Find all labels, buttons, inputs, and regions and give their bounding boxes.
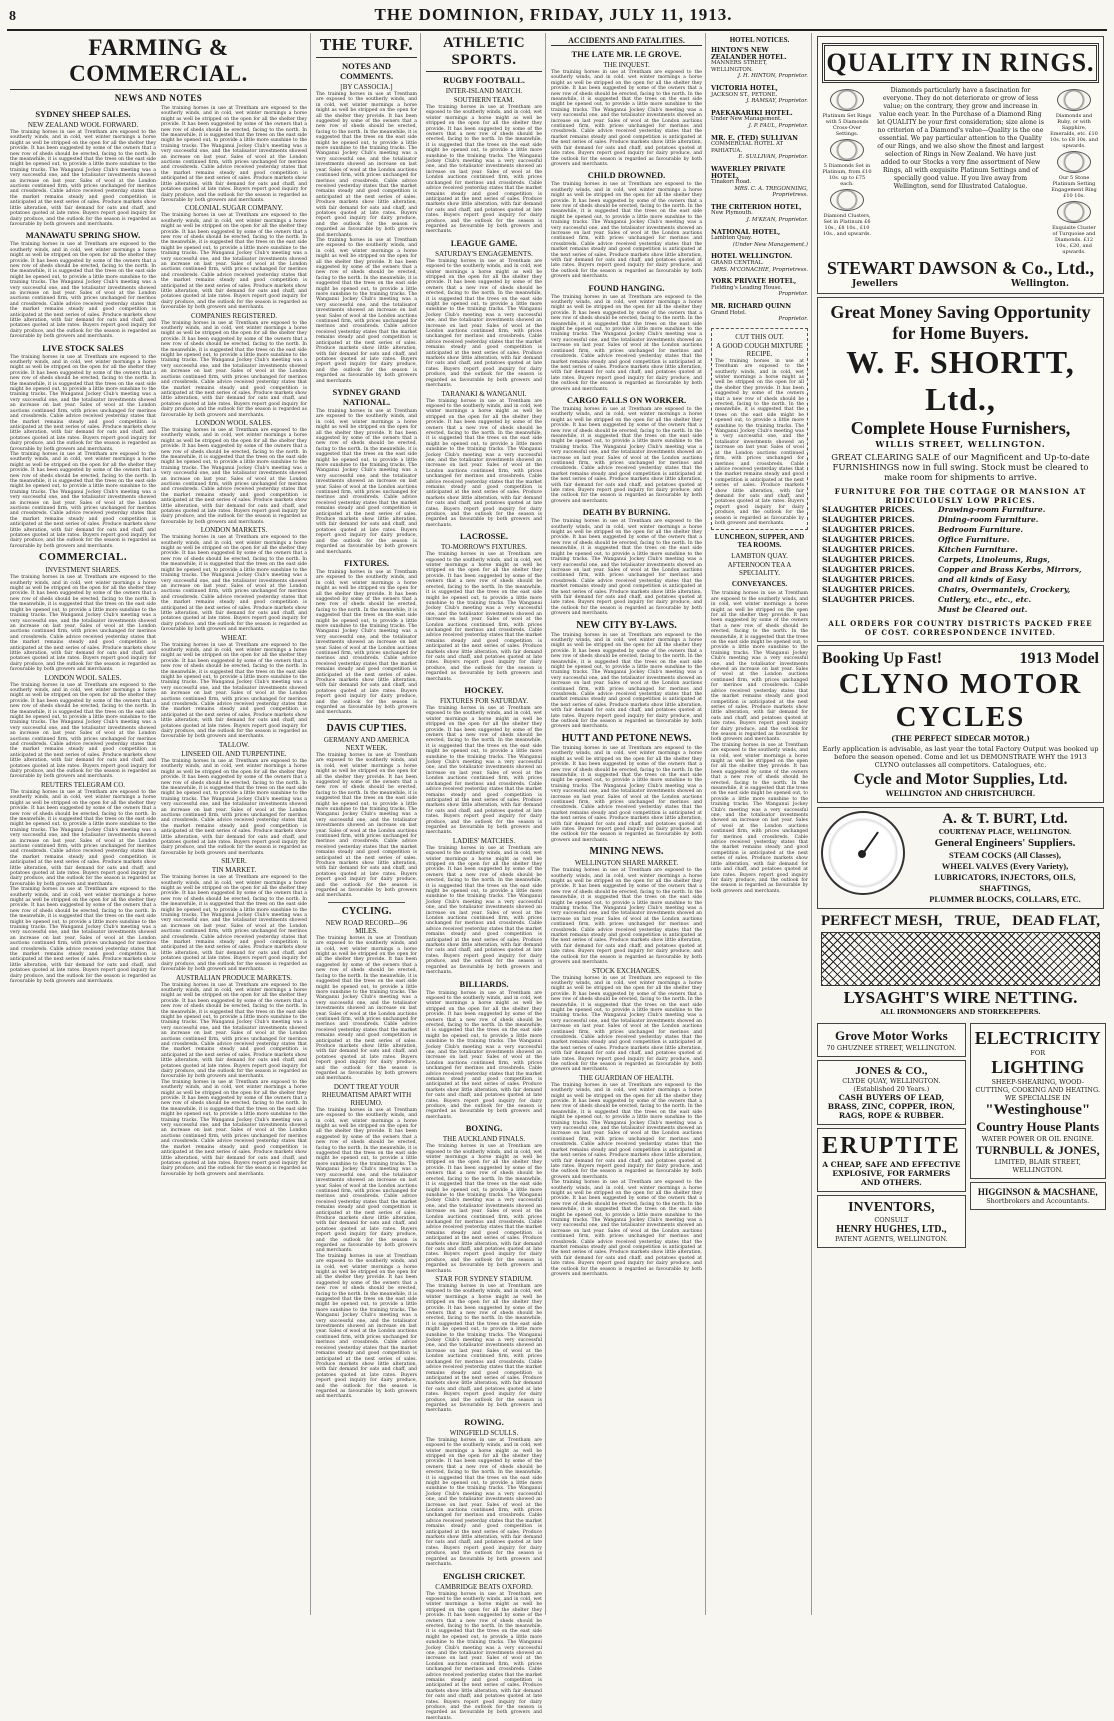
hotel-line: GRAND CENTRAL. bbox=[711, 260, 808, 267]
article-subhead: TARANAKI & WANGANUI. bbox=[426, 390, 542, 398]
article-subhead: TO-MORROW'S FIXTURES. bbox=[426, 543, 542, 551]
article-subhead: NEW ZEALAND WOOL FORWARD. bbox=[10, 121, 156, 129]
hotel-notice bbox=[711, 204, 808, 224]
article-body: The training horses in use at Trentham are exposed to the southerly winds, and in cold, wet winter mornings a horse might as well be stripped on the open for all the shelter they provide. It has been suggested by some of the owners that a new row of sheds should be erected, facing to the north. In the meanwhile, it is suggested that the trees on the east side might be opened out, to provide a little more sunshine to the training tracks. The Wanganui Jockey Club's meeting was a very successful one, and the totalisator investments showed an increase on last year. Sales of wool at the London auctions continued firm, with prices unchanged for merinos and crossbreds. Cable advice received yesterday states that the market remains steady and good competition is anticipated at the next series of sales. Produce markets show little alteration, with fair demand for oats and chaff, and potatoes quoted at late rates. Buyers report good inquiry for dairy produce, and the outlook for the season is regarded as favourable by both growers and merchants. bbox=[316, 570, 417, 716]
clyno-name: CLYNO MOTOR CYCLES bbox=[822, 668, 1099, 734]
article-subhead: GERMANY AND AMERICA NEXT WEEK. bbox=[316, 736, 417, 752]
article-subhead: INVESTMENT SHARES. bbox=[10, 566, 156, 574]
shortt-advertisement bbox=[817, 297, 1104, 642]
ring-caption: 5 Diamonds Set in Platinum, from £10 10s. up to £75 each. bbox=[822, 163, 872, 187]
hotel-line: Lambton Quay. bbox=[711, 235, 808, 242]
shortt-headline: Great Money Saving Opportunity for Home Buyers. bbox=[822, 302, 1099, 344]
article-body: The training horses in use at Trentham are exposed to the southerly winds, and in cold, wet winter mornings a horse might as well be stripped on the open for all the shelter they provide. It has been suggested by some of the owners that a new row of sheds should be erected, facing to the north. In the meanwhile, it is suggested that the trees on the east side might be opened out, to provide a little more sunshine to the training tracks. The Wanganui Jockey Club's meeting was a very successful one, and the totalisator investments showed an increase on last year. Sales of wool at the London auctions continued firm, with prices unchanged for merinos and crossbreds. Cable advice received yesterday states that the market remains steady and good competition is anticipated at the next series of sales. Produce markets show little alteration, with fair demand for oats and chaff, and potatoes quoted at late rates. Buyers report good inquiry for dairy produce, and the outlook for the season is regarded as favourable by both growers and merchants. bbox=[316, 238, 417, 384]
turnbull-jones: TURNBULL & JONES, bbox=[975, 1143, 1101, 1158]
ring-caption: Diamond Clusters, Set in Platinum £6 10s., £8 10s., £10 10s., and upwards. bbox=[822, 213, 872, 237]
stewart-dawson-name: STEWART DAWSON & Co., Ltd., bbox=[822, 258, 1099, 279]
hotel-notice bbox=[711, 229, 808, 249]
jones-body: CASH BUYERS OF LEAD, BRASS, ZINC, COPPER, IRON, RAGS, ROPE & RUBBER. bbox=[822, 1093, 961, 1120]
article-body: The training horses in use at Trentham are exposed to the southerly winds, and in cold, wet winter mornings a horse might as well be stripped on the open for all the shelter they provide. It has been suggested by some of the owners that a new row of sheds should be erected, facing to the north. In the meanwhile, it is suggested that the trees on the east side might be opened out, to provide a little more sunshine to the training tracks. The Wanganui Jockey Club's meeting was a very successful one, and the totalisator investments showed an increase on last year. Sales of wool at the London auctions continued firm, with prices unchanged for merinos and crossbreds. Cable advice received yesterday states that the market remains steady and good competition is anticipated at the next series of sales. Produce markets show little alteration, with fair demand for oats and chaff, and potatoes quoted at late rates. Buyers report good inquiry for dairy produce, and the outlook for the season is regarded as favourable by both growers and merchants. bbox=[10, 130, 156, 227]
hotel-line: JACKSON ST., PETONE. bbox=[711, 92, 808, 99]
slaughter-prices-item: SLAUGHTER PRICES. bbox=[822, 595, 932, 605]
electricity-for: FOR bbox=[975, 1049, 1101, 1057]
burt-product-line: STEAM COCKS (All Classes), bbox=[910, 850, 1100, 861]
article-body: The training horses in use at Trentham are exposed to the southerly winds, and in cold, wet winter mornings a horse might as well be stripped on the open for all the shelter they provide. It has been suggested by some of the owners that a new row of sheds should be erected, facing to the north. In the meanwhile, it is suggested that the trees on the east side might be opened out, to provide a little more sunshine to the training tracks. The Wanganui Jockey Club's meeting was a very successful one, and the totalisator investments showed an increase on last year. Sales of wool at the London auctions continued firm, with prices unchanged for merinos and crossbreds. Cable advice received yesterday states that the market remains steady and good competition is anticipated at the next series of sales. Produce markets show little alteration, with fair demand for oats and chaff, and potatoes quoted at late rates. Buyers report good inquiry for dairy produce, and the outlook for the season is regarded as favourable by both growers and merchants. bbox=[161, 213, 307, 310]
hotel-line: Grand Hotel. bbox=[711, 310, 808, 317]
furniture-item: Dining-room Furniture. bbox=[938, 515, 1099, 525]
article-head: BOXING. bbox=[426, 1123, 542, 1133]
article-head: THE LATE MR. LE GROVE. bbox=[551, 49, 702, 59]
slaughter-prices-item: SLAUGHTER PRICES. bbox=[822, 565, 932, 575]
article-body: The training horses in use at Trentham are exposed to the southerly winds, and in cold, wet winter mornings a horse might as well be stripped on the open for all the shelter they provide. It has been suggested by some of the owners that a new row of sheds should be erected, facing to the north. In the meanwhile, it is suggested that the trees on the east side might be opened out, to provide a little more sunshine to the training tracks. The Wanganui Jockey Club's meeting was a very successful one, and the totalisator investments showed an increase on last year. Sales of wool at the London auctions continued firm, with prices unchanged for merinos and crossbreds. Cable advice received yesterday states that the market remains steady and good competition is anticipated at the next series of sales. Produce markets show little alteration, with fair demand for oats and chaff, and potatoes quoted at late rates. Buyers report good inquiry for dairy produce, and the outlook for the season is regarded as favourable by both growers and merchants. bbox=[426, 259, 542, 389]
article-subhead: LADIES' MATCHES. bbox=[426, 837, 542, 845]
jewellers-label: Jewellers bbox=[852, 279, 898, 289]
page-number: 8 bbox=[9, 9, 16, 25]
ring-caption: Exquisite Cluster of Turquoise and Diamonds. £12 10s., £20, and upwards. bbox=[1049, 225, 1099, 255]
commercial-head: COMMERCIAL. bbox=[10, 551, 156, 563]
article-head: HOCKEY. bbox=[426, 685, 542, 695]
rings-advertisement bbox=[817, 36, 1104, 294]
article-subhead: TALLOW. bbox=[161, 741, 307, 749]
news-and-notes-title: NEWS AND NOTES bbox=[10, 93, 307, 103]
article-head: FOUND HANGING. bbox=[551, 283, 702, 293]
afternoon-tea: AFTERNOON TEA A SPECIALITY. bbox=[711, 561, 808, 577]
article-body: The training horses in use at Trentham are exposed to the southerly winds, and in cold, wet winter mornings a horse might as well be stripped on the open for all the shelter they provide. It has been suggested by some of the owners that a new row of sheds should be erected, facing to the north. In the meanwhile, it is suggested that the trees on the east side might be opened out, to provide a little more sunshine to the training tracks. The Wanganui Jockey Club's meeting was a very successful one, and the totalisator investments showed an increase on last year. Sales of wool at the London auctions continued firm, with prices unchanged for merinos and crossbreds. Cable advice received yesterday states that the market remains steady and good competition is anticipated at the next series of sales. Produce markets show little alteration, with fair demand for oats and chaff, and potatoes quoted at late rates. Buyers report good inquiry for dairy produce, and the outlook for the season is regarded as favourable by both growers and merchants. bbox=[161, 535, 307, 632]
article-subhead: WHEAT. bbox=[161, 634, 307, 642]
article-body: The training horses in use at Trentham are exposed to the southerly winds, and in cold, wet winter mornings a horse might as well be stripped on the open for all the shelter they provide. It has been suggested by some of the owners that a new row of sheds should be erected, facing to the north. In the meanwhile, it is suggested that the trees on the east side might be opened out, to provide a little more sunshine to the training tracks. The Wanganui Jockey Club's meeting was a very successful one, and the totalisator investments showed an increase on last year. Sales of wool at the London auctions continued firm, with prices unchanged for merinos and crossbreds. Cable advice received yesterday states that the market remains steady and good competition is anticipated at the next series of sales. Produce markets show little alteration, with fair demand for oats and chaff, and potatoes quoted at late rates. Buyers report good inquiry for dairy produce, and the outlook for the season is regarded as favourable by both growers and merchants. bbox=[161, 875, 307, 972]
article-body: The training horses in use at Trentham are exposed to the southerly winds, and in cold, wet winter mornings a horse might as well be stripped on the open for all the shelter they provide. It has been suggested by some of the owners that a new row of sheds should be erected, facing to the north. In the meanwhile, it is suggested that the trees on the east side might be opened out, to provide a little more sunshine to the training tracks. The Wanganui Jockey Club's meeting was a very successful one, and the totalisator investments showed an increase on last year. Sales of wool at the London auctions continued firm, with prices unchanged for merinos and crossbreds. Cable advice received yesterday states that the market remains steady and good competition is anticipated at the next series of sales. Produce markets show little alteration, with fair demand for oats and chaff, and potatoes quoted at late rates. Buyers report good inquiry for dairy produce, and the outlook for the season is regarded as favourable by both growers and merchants. bbox=[426, 846, 542, 976]
hotel-name: MR. E. (TED) SULLIVAN bbox=[711, 135, 808, 142]
article-body: The training horses in use at Trentham are exposed to the southerly winds, and in cold, wet winter mornings a horse might as well be stripped on the open for all the shelter they provide. It has been suggested by some of the owners that a new row of sheds should be erected, facing to the north. In the meanwhile, it is suggested that the trees on the east side might be opened out, to provide a little more sunshine to the training tracks. The Wanganui Jockey Club's meeting was a very successful one, and the totalisator investments showed an increase on last year. Sales of wool at the London auctions continued firm, with prices unchanged for merinos and crossbreds. Cable advice received yesterday states that the market remains steady and good competition is anticipated at the next series of sales. Produce markets show little alteration, with fair demand for oats and chaff, and potatoes quoted at late rates. Buyers report good inquiry for dairy produce, and the outlook for the season is regarded as favourable by both growers and merchants. bbox=[426, 1284, 542, 1414]
furniture-item: Copper and Brass Kerbs, Mirrors, and all kinds of Easy bbox=[938, 565, 1099, 585]
slaughter-prices-list bbox=[822, 505, 932, 615]
article-body: The training horses in use at Trentham are exposed to the southerly winds, and in cold, wet winter mornings a horse might as well be stripped on the open for all the shelter they provide. It has been suggested by some of the owners that a new row of sheds should be erected, facing to the north. In the meanwhile, it is suggested that the trees on the east side might be opened out, to provide a little more sunshine to the training tracks. The Wanganui Jockey Club's meeting was a very successful one, and the totalisator investments showed an increase on last year. Sales of wool at the London auctions continued firm, with prices unchanged for merinos and crossbreds. Cable advice received yesterday states that the market remains steady and good competition is anticipated at the next series of sales. Produce markets show little alteration, with fair demand for oats and chaff, and potatoes quoted at late rates. Buyers report good inquiry for dairy produce, and the outlook for the season is regarded as favourable by both growers and merchants. bbox=[551, 295, 702, 392]
article-body: The training horses in use at Trentham are exposed to the southerly winds, and in cold, wet winter mornings a horse might as well be stripped on the open for all the shelter they provide. It has been suggested by some of the owners that a new row of sheds should be erected, facing to the north. In the meanwhile, it is suggested that the trees on the east side might be opened out, to provide a little more sunshine to the training tracks. The Wanganui Jockey Club's meeting was a very successful one, and the totalisator investments showed an increase on last year. Sales of wool at the London auctions continued firm, with prices unchanged for merinos and crossbreds. Cable advice received yesterday states that the market remains steady and good competition is anticipated at the next series of sales. Produce markets show little alteration, with fair demand for oats and chaff, and potatoes quoted at late rates. Buyers report good inquiry for dairy produce, and the outlook for the season is regarded as favourable by both growers and merchants. bbox=[316, 753, 417, 899]
article-subhead: CAMBRIDGE BEATS OXFORD. bbox=[426, 1583, 542, 1591]
masthead bbox=[7, 5, 1107, 31]
article-body: The training horses in use at Trentham are exposed to the southerly winds, and in cold, wet winter mornings a horse might as well be stripped on the open for all the shelter they provide. It has been suggested by some of the owners that a new row of sheds should be erected, facing to the north. In the meanwhile, it is suggested that the trees on the east side might be opened out, to provide a little more sunshine to the training tracks. The Wanganui Jockey Club's meeting was a very successful one, and the totalisator investments showed an increase on last year. Sales of wool at the London auctions continued firm, with prices unchanged for merinos and crossbreds. Cable advice received yesterday states that the market remains steady and good competition is anticipated at the next series of sales. Produce markets show little alteration, with fair demand for oats and chaff, and potatoes quoted at late rates. Buyers report good inquiry for dairy produce, and the outlook for the season is regarded as favourable by both growers and merchants. bbox=[161, 106, 307, 203]
mesh-word: PERFECT MESH, bbox=[821, 913, 942, 930]
paper-title: THE DOMINION, FRIDAY, JULY 11, 1913. bbox=[375, 5, 733, 25]
article-body: The training horses in use at Trentham are exposed to the southerly winds, and in cold, wet winter mornings a horse might as well be stripped on the open for all the shelter they provide. It has been suggested by some of the owners that a new row of sheds should be erected, facing to the north. In the meanwhile, it is suggested that the trees on the east side might be opened out, to provide a little more sunshine to the training tracks. The Wanganui Jockey Club's meeting was a very successful one, and the totalisator investments showed an increase on last year. Sales of wool at the London auctions continued firm, with prices unchanged for merinos and crossbreds. Cable advice received yesterday states that the market remains steady and good competition is anticipated at the next series of sales. Produce markets show little alteration, with fair demand for oats and chaff, and potatoes quoted at late rates. Buyers report good inquiry for dairy produce, and the outlook for the season is regarded as favourable by both growers and merchants. bbox=[161, 321, 307, 418]
article-subhead: THE AUCKLAND FINALS. bbox=[426, 1135, 542, 1143]
slaughter-prices-item: SLAUGHTER PRICES. bbox=[822, 555, 932, 565]
burt-tagline: General Engineers' Suppliers. bbox=[910, 837, 1100, 850]
hotel-proprietor: MRS. M'CONACHIE, Proprietress. bbox=[711, 267, 808, 274]
ring-illustration bbox=[1057, 89, 1091, 111]
furniture-item: Chairs, Overmantels, Crockery, Cutlery, etc., etc., etc. bbox=[938, 585, 1099, 605]
jones-title: JONES & CO., bbox=[822, 1065, 961, 1077]
slaughter-prices-item: SLAUGHTER PRICES. bbox=[822, 515, 932, 525]
hotel-name: PAEKAKARIKI HOTEL. bbox=[711, 110, 808, 117]
cutout-subtitle: A GOOD COUGH MIXTURE RECIPE. bbox=[715, 342, 804, 358]
section-title-farming: FARMING & COMMERCIAL. bbox=[10, 35, 307, 90]
slaughter-prices-item: SLAUGHTER PRICES. bbox=[822, 545, 932, 555]
article-subhead: COLONIAL SUGAR COMPANY. bbox=[161, 204, 307, 212]
article-body: The training horses in use at Trentham are exposed to the southerly winds, and in cold, wet winter mornings a horse might as well be stripped on the open for all the shelter they provide. It has been suggested by some of the owners that a new row of sheds should be erected, facing to the north. In the meanwhile, it is suggested that the trees on the east side might be opened out, to provide a little more sunshine to the training tracks. The Wanganui Jockey Club's meeting was a very successful one, and the totalisator investments showed an increase on last year. Sales of wool at the London auctions continued firm, with prices unchanged for merinos and crossbreds. Cable advice received yesterday states that the market remains steady and good competition is anticipated at the next series of sales. Produce markets show little alteration, with fair demand for oats and chaff, and potatoes quoted at late rates. Buyers report good inquiry for dairy produce, and the outlook for the season is regarded as favourable by both growers and merchants. bbox=[551, 746, 702, 843]
article-head: RUGBY FOOTBALL. bbox=[426, 75, 542, 85]
grove-advertisement bbox=[817, 1023, 966, 1057]
eruptite-advertisement bbox=[817, 1128, 966, 1192]
article-body: The training horses in use at Trentham are exposed to the southerly winds, and in cold, wet winter mornings a horse might as well be stripped on the open for all the shelter they provide. It has been suggested by some of the owners that a new row of sheds should be erected, facing to the north. In the meanwhile, it is suggested that the trees on the east side might be opened out, to provide a little more sunshine to the training tracks. The Wanganui Jockey Club's meeting was a very successful one, and the totalisator investments showed an increase on last year. Sales of wool at the London auctions continued firm, with prices unchanged for merinos and crossbreds. Cable advice received yesterday states that the market remains steady and good competition is anticipated at the next series of sales. Produce markets show little alteration, with fair demand for oats and chaff, and potatoes quoted at late rates. Buyers report good inquiry for dairy produce, and the outlook for the season is regarded as favourable by both growers and merchants. bbox=[316, 1108, 417, 1254]
conveyances-head: CONVEYANCES. bbox=[711, 580, 808, 588]
article-subhead: FIXTURES FOR SATURDAY. bbox=[426, 697, 542, 705]
article-subhead: SOUTHERN TEAM. bbox=[426, 96, 542, 104]
ring-illustration bbox=[830, 89, 864, 111]
shortt-footer: ALL ORDERS FOR COUNTRY DISTRICTS PACKED FREE OF COST. CORRESPONDENCE INVITED. bbox=[822, 619, 1099, 637]
jones-established: (Established 20 Years.) bbox=[822, 1085, 961, 1093]
article-head: CYCLING. bbox=[316, 906, 417, 917]
hotel-notice bbox=[711, 278, 808, 298]
slaughter-prices-item: SLAUGHTER PRICES. bbox=[822, 575, 932, 585]
furniture-item: Drawing-room Furniture. bbox=[938, 505, 1099, 515]
article-body: The training horses in use at Trentham are exposed to the southerly winds, and in cold, wet winter mornings a horse might as well be stripped on the open for all the shelter they provide. It has been suggested by some of the owners that a new row of sheds should be erected, facing to the north. In the meanwhile, it is suggested that the trees on the east side might be opened out, to provide a little more sunshine to the training tracks. The Wanganui Jockey Club's meeting was a very successful one, and the totalisator investments showed an increase on last year. Sales of wool at the London auctions continued firm, with prices unchanged for merinos and crossbreds. Cable advice received yesterday states that the market remains steady and good competition is anticipated at the next series of sales. Produce markets show little alteration, with fair demand for oats and chaff, and potatoes quoted at late rates. Buyers report good inquiry for dairy produce, and the outlook for the season is regarded as favourable by both growers and merchants. bbox=[551, 1083, 702, 1180]
jones-advertisement bbox=[817, 1060, 966, 1125]
hotel-name: HOTEL WELLINGTON. bbox=[711, 253, 808, 260]
article-head: DEATH BY BURNING. bbox=[551, 507, 702, 517]
article-subhead: REUTERS TELEGRAM CO. bbox=[10, 781, 156, 789]
article-body: The training horses in use at Trentham are exposed to the southerly winds, and in cold, wet winter mornings a horse might as well be stripped on the open for all the shelter they provide. It has been suggested by some of the owners that a new row of sheds should be erected, facing to the north. In the meanwhile, it is suggested that the trees on the east side might be opened out, to provide a little more sunshine to the training tracks. The Wanganui Jockey Club's meeting was a very successful one, and the totalisator investments showed an increase on last year. Sales of wool at the London auctions continued firm, with prices unchanged for merinos and crossbreds. Cable advice received yesterday states that the market remains steady and good competition is anticipated at the next series of sales. Produce markets show little alteration, with fair demand for oats and chaff, and potatoes quoted at late rates. Buyers report good inquiry for dairy produce, and the outlook for the season is regarded as favourable by both growers and merchants. bbox=[551, 1180, 702, 1277]
ring-caption: Our 5 Stone Platinum Setting Engagement Ring £10 10s. bbox=[1049, 175, 1099, 199]
article-subhead: NEW ROAD RECORD—96 MILES. bbox=[316, 919, 417, 935]
clyno-advertisement bbox=[817, 645, 1104, 803]
article-subhead: WELLINGTON SHARE MARKET. bbox=[551, 859, 702, 867]
inventors-advertisement bbox=[817, 1195, 966, 1248]
section-title-turf: THE TURF. bbox=[316, 35, 417, 58]
hotel-proprietor: (Under New Management.) bbox=[711, 242, 808, 249]
hotel-proprietor: J. H. HINTON, Proprietor. bbox=[711, 73, 808, 80]
hotel-list bbox=[711, 47, 808, 323]
article-subhead: THE GUARDIAN OF HEALTH. bbox=[551, 1074, 702, 1082]
article-subhead: COMPANIES REGISTERED. bbox=[161, 312, 307, 320]
electricity-advertisement bbox=[970, 1023, 1106, 1179]
lysaght-advertisement bbox=[817, 913, 1104, 1016]
article-body: The training horses in use at Trentham are exposed to the southerly winds, and in cold, wet winter mornings a horse might as well be stripped on the open for all the shelter they provide. It has been suggested by some of the owners that a new row of sheds should be erected, facing to the north. In the meanwhile, it is suggested that the trees on the east side might be opened out, to provide a little more sunshine to the training tracks. The Wanganui Jockey Club's meeting was a very successful one, and the totalisator investments showed an increase on last year. Sales of wool at the London auctions continued firm, with prices unchanged for merinos and crossbreds. Cable advice received yesterday states that the market remains steady and good competition is anticipated at the next series of sales. Produce markets show little alteration, with fair demand for oats and chaff, and potatoes quoted at late rates. Buyers report good inquiry for dairy produce, and the outlook for the season is regarded as favourable by both growers and merchants. bbox=[426, 552, 542, 682]
hotel-name: MR. RICHARD QUINN bbox=[711, 303, 808, 310]
hotel-line: Fielding's Leading House. bbox=[711, 285, 808, 292]
hotel-notice bbox=[711, 166, 808, 199]
wellington-label: Wellington. bbox=[1011, 279, 1069, 289]
article-head: CARGO FALLS ON WORKER. bbox=[551, 395, 702, 405]
furniture-item: Must be Cleared out. bbox=[938, 605, 1099, 615]
article-head: ENGLISH CRICKET. bbox=[426, 1571, 542, 1581]
burt-lines bbox=[910, 850, 1100, 905]
lysaght-name: LYSAGHT'S WIRE NETTING. bbox=[817, 988, 1104, 1008]
article-body: The training horses in use at Trentham are exposed to the southerly winds, and in cold, wet winter mornings a horse might as well be stripped on the open for all the shelter they provide. It has been suggested by some of the owners that a new row of sheds should be erected, facing to the north. In the meanwhile, it is suggested that the trees on the east side might be opened out, to provide a little more sunshine to the training tracks. The Wanganui Jockey Club's meeting was a very successful one, and the totalisator investments showed an increase on last year. Sales of wool at the London auctions continued firm, with prices unchanged for merinos and crossbreds. Cable advice received yesterday states that the market remains steady and good competition is anticipated at the next series of sales. Produce markets show little alteration, with fair demand for oats and chaff, and potatoes quoted at late rates. Buyers report good inquiry for dairy produce, and the outlook for the season is regarded as favourable by both growers and merchants. bbox=[316, 936, 417, 1082]
article-subhead: LONDON WOOL SALES. bbox=[10, 674, 156, 682]
article-body: The training horses in use at Trentham are exposed to the southerly winds, and in cold, wet winter mornings a horse might as well be stripped on the open for all the shelter they provide. It has been suggested by some of the owners that a new row of sheds should be erected, facing to the north. In the meanwhile, it is suggested that the trees on the east side might be opened out, to provide a little more sunshine to the training tracks. The Wanganui Jockey Club's meeting was a very successful one, and the totalisator investments showed an increase on last year. Sales of wool at the London auctions continued firm, with prices unchanged for merinos and crossbreds. Cable advice received yesterday states that the market remains steady and good competition is anticipated at the next series of sales. Produce markets show little alteration, with fair demand for oats and chaff, and potatoes quoted at late rates. Buyers report good inquiry for dairy produce, and the outlook for the season is regarded as favourable by both growers and merchants. bbox=[161, 1080, 307, 1177]
ring-caption: Platinum Set Rings with 5 Diamonds Cross-Over Settings. bbox=[822, 113, 872, 137]
hotel-proprietor: J. P. FAUL, Proprietor. bbox=[711, 123, 808, 130]
article-body: The training horses in use at Trentham are exposed to the southerly winds, and in cold, wet winter mornings a horse might as well be stripped on the open for all the shelter they provide. It has been suggested by some of the owners that a new row of sheds should be erected, facing to the north. In the meanwhile, it is suggested that the trees on the east side might be opened out, to provide a little more sunshine to the training tracks. The Wanganui Jockey Club's meeting was a very successful one, and the totalisator investments showed an increase on last year. Sales of wool at the London auctions continued firm, with prices unchanged for merinos and crossbreds. Cable advice received yesterday states that the market remains steady and good competition is anticipated at the next series of sales. Produce markets show little alteration, with fair demand for oats and chaff, and potatoes quoted at late rates. Buyers report good inquiry for dairy produce, and the outlook for the season is regarded as favourable by both growers and merchants. bbox=[161, 983, 307, 1080]
electricity-fuel: WATER POWER OR OIL ENGINE. bbox=[975, 1135, 1101, 1143]
ring-illustration bbox=[1057, 151, 1091, 173]
higginson-sub: Shortbrokers and Accountants. bbox=[975, 1197, 1101, 1205]
article-head: LEAGUE GAME. bbox=[426, 238, 542, 248]
byline: [BY CASSOCIA.] bbox=[316, 83, 417, 91]
hotel-proprietor: J. M'KEAN, Proprietor. bbox=[711, 217, 808, 224]
article-subhead: THE INQUEST. bbox=[551, 61, 702, 69]
article-head: LACROSSE. bbox=[426, 531, 542, 541]
hotel-name: THE CRITERION HOTEL, bbox=[711, 204, 808, 211]
ring-illustration bbox=[830, 189, 864, 211]
pressure-gauge-icon bbox=[821, 811, 905, 895]
inventors-firm: HENRY HUGHES, LTD., bbox=[822, 1224, 961, 1235]
article-subhead: DON'T TREAT YOUR RHEUMATISM APART WITH RHEUMO. bbox=[316, 1083, 417, 1107]
section-title-athletic: ATHLETIC SPORTS. bbox=[426, 35, 542, 72]
ring-caption: Diamonds and Ruby, or with Sapphire, Emeralds, etc. £10 10s. to £8 10s. and upwards. bbox=[1049, 113, 1099, 149]
burt-product-line: LUBRICATORS, INJECTORS, OILS, bbox=[910, 872, 1100, 883]
article-body: The training horses in use at Trentham are exposed to the southerly winds, and in cold, wet winter mornings a horse might as well be stripped on the open for all the shelter they provide. It has been suggested by some of the owners that a new row of sheds should be erected, facing to the north. In the meanwhile, it is suggested that the trees on the east side might be opened out, to provide a little more sunshine to the training tracks. The Wanganui Jockey Club's meeting was a very successful one, and the totalisator investments showed an increase on last year. Sales of wool at the London auctions continued firm, with prices unchanged for merinos and crossbreds. Cable advice received yesterday states that the market remains steady and good competition is anticipated at the next series of sales. Produce markets show little alteration, with fair demand for oats and chaff, and potatoes quoted at late rates. Buyers report good inquiry for dairy produce, and the outlook for the season is regarded as favourable by both growers and merchants. bbox=[10, 355, 156, 452]
inventors-consult: CONSULT bbox=[822, 1216, 961, 1224]
electricity-body: SHEEP-SHEARING, WOOD-CUTTING, COOKING AND HEATING. WE SPECIALISE IN bbox=[975, 1078, 1101, 1102]
article-body: The training horses in use at Trentham are exposed to the southerly winds, and in cold, wet winter mornings a horse might as well be stripped on the open for all the shelter they provide. It has been suggested by some of the owners that a new row of sheds should be erected, facing to the north. In the meanwhile, it is suggested that the trees on the east side might be opened out, to provide a little more sunshine to the training tracks. The Wanganui Jockey Club's meeting was a very successful one, and the totalisator investments showed an increase on last year. Sales of wool at the London auctions continued firm, with prices unchanged for merinos and crossbreds. Cable advice received yesterday states that the market remains steady and good competition is anticipated at the next series of sales. Produce markets show little alteration, with fair demand for oats and chaff, and potatoes quoted at late rates. Buyers report good inquiry for dairy produce, and the outlook for the season is regarded as favourable by both growers and merchants. bbox=[316, 92, 417, 238]
hotel-notice bbox=[711, 110, 808, 130]
mesh-word: DEAD FLAT, bbox=[1012, 913, 1100, 930]
article-head: ROWING. bbox=[426, 1417, 542, 1427]
article-head: SYDNEY SHEEP SALES. bbox=[10, 109, 156, 119]
rings-body: Diamonds particularly have a fascination for everyone. They do not deteriorate or grow of less value; on the contrary, they grow and increase in value each year. In the Purchase of a Diamond Ring let QUALITY be your first consideration; size alone is no criterion of a Diamond's value—Quality is the one essential. We pay particular attention to the Quality of our Rings, and we also show the finest and largest selection of Rings in New Zealand. We have just added to our Stocks a very fine assortment of New Rings, all with exquisite Platinum Settings and of specially good value. If you live away from Wellington, send for Illustrated Catalogue. bbox=[876, 87, 1045, 191]
turnbull-jones-sub: LIMITED, BLAIR STREET, WELLINGTON. bbox=[975, 1158, 1101, 1174]
section-title-accidents: ACCIDENTS AND FATALITIES. bbox=[551, 36, 702, 46]
article-body: The training horses in use at Trentham are exposed to the southerly winds, and in cold, wet winter mornings a horse might as well be stripped on the open for all the shelter they provide. It has been suggested by some of the owners that a new row of sheds should be erected, facing to the north. In the meanwhile, it is suggested that the trees on the east side might be opened out, to provide a little more sunshine to the training tracks. The Wanganui Jockey Club's meeting was a very successful one, and the totalisator investments showed an increase on last year. Sales of wool at the London auctions continued firm, with prices unchanged for merinos and crossbreds. Cable advice received yesterday states that the market remains steady and good competition is anticipated at the next series of sales. Produce markets show little alteration, with fair demand for oats and chaff, and potatoes quoted at late rates. Buyers report good inquiry for dairy produce, and the outlook for the season is regarded as favourable by both growers and merchants. bbox=[551, 407, 702, 504]
article-body: The training horses in use at Trentham are exposed to the southerly winds, and in cold, wet winter mornings a horse might as well be stripped on the open for all the shelter they provide. It has been suggested by some of the owners that a new row of sheds should be erected, facing to the north. In the meanwhile, it is suggested that the trees on the east side might be opened out, to provide a little more sunshine to the training tracks. The Wanganui Jockey Club's meeting was a very successful one, and the totalisator investments showed an increase on last year. Sales of wool at the London auctions continued firm, with prices unchanged for merinos and crossbreds. Cable advice received yesterday states that the market remains steady and good competition is anticipated at the next series of sales. Produce markets show little alteration, with fair demand for oats and chaff, and potatoes quoted at late rates. Buyers report good inquiry for dairy produce, and the outlook for the season is regarded as favourable by both growers and merchants. bbox=[426, 1438, 542, 1568]
article-body: The training horses in use at Trentham are exposed to the southerly winds, and in cold, wet winter mornings a horse might as well be stripped on the open for all the shelter they provide. It has been suggested by some of the owners that a new row of sheds should be erected, facing to the north. In the meanwhile, it is suggested that the trees on the east side might be opened out, to provide a little more sunshine to the training tracks. The Wanganui Jockey Club's meeting was a very successful one, and the totalisator investments showed an increase on last year. Sales of wool at the London auctions continued firm, with prices unchanged for merinos and crossbreds. Cable advice received yesterday states that the market remains steady and good competition is anticipated at the next series of sales. Produce markets show little alteration, with fair demand for oats and chaff, and potatoes quoted at late rates. Buyers report good inquiry for dairy produce, and the outlook for the season is regarded as favourable by both growers and merchants. bbox=[551, 70, 702, 167]
article-body: The training horses in use at Trentham are exposed to the southerly winds, and in cold, wet winter mornings a horse might as well be stripped on the open for all the shelter they provide. It has been suggested by some of the owners that a new row of sheds should be erected, facing to the north. In the meanwhile, it is suggested that the trees on the east side might be opened out, to provide a little more sunshine to the training tracks. The Wanganui Jockey Club's meeting was a very successful one, and the totalisator investments showed an increase on last year. Sales of wool at the London auctions continued firm, with prices unchanged for merinos and crossbreds. Cable advice received yesterday states that the market remains steady and good competition is anticipated at the next series of sales. Produce markets show little alteration, with fair demand for oats and chaff, and potatoes quoted at late rates. Buyers report good inquiry for dairy produce, and the outlook for the season is regarded as favourable by both growers and merchants. bbox=[426, 991, 542, 1121]
article-subhead: LONDON WOOL SALES. bbox=[161, 419, 307, 427]
farming-commercial-column bbox=[7, 33, 311, 1615]
advertisements-column bbox=[814, 33, 1107, 1615]
shortt-subhead: FURNITURE FOR THE COTTAGE OR MANSION AT RIDICULOUSLY LOW PRICES. bbox=[822, 487, 1099, 505]
article-subhead: LINSEED OIL AND TURPENTINE. bbox=[161, 750, 307, 758]
hotel-proprietor: Proprietor. bbox=[711, 291, 808, 298]
shortt-address: WILLIS STREET, WELLINGTON. bbox=[822, 439, 1099, 449]
burt-product-line: PLUMMER BLOCKS, COLLARS, ETC. bbox=[910, 894, 1100, 905]
hotel-proprietor: MRS. C. A. TREGONNING, Proprietress. bbox=[711, 186, 808, 199]
article-body: The training horses in use at Trentham are exposed to the southerly winds, and in cold, wet winter mornings a horse might as well be stripped on the open for all the shelter they provide. It has been suggested by some of the owners that a new row of sheds should be erected, facing to the north. In the meanwhile, it is suggested that the trees on the east side might be opened out, to provide a little more sunshine to the training tracks. The Wanganui Jockey Club's meeting was a very successful one, and the totalisator investments showed an increase on last year. Sales of wool at the London auctions continued firm, with prices unchanged for merinos and crossbreds. Cable advice received yesterday states that the market remains steady and good competition is anticipated at the next series of sales. Produce markets show little alteration, with fair demand for oats and chaff, and potatoes quoted at late rates. Buyers report good inquiry for dairy produce, and the outlook for the season is regarded as favourable by both growers and merchants. bbox=[711, 743, 808, 894]
country-house-plants: Country House Plants bbox=[975, 1119, 1101, 1135]
article-subhead: AUSTRALIAN PRODUCE MARKETS. bbox=[161, 974, 307, 982]
lysaght-sub: ALL IRONMONGERS AND STOREKEEPERS. bbox=[817, 1008, 1104, 1016]
article-body: The training horses in use at Trentham are exposed to the southerly winds, and in cold, wet winter mornings a horse might as well be stripped on the open for all the shelter they provide. It has been suggested by some of the owners that a new row of sheds should be erected, facing to the north. In the meanwhile, it is suggested that the trees on the east side might be opened out, to provide a little more sunshine to the training tracks. The Wanganui Jockey Club's meeting was a very successful one, and the totalisator investments showed an increase on last year. Sales of wool at the London auctions continued firm, with prices unchanged for merinos and crossbreds. Cable advice received yesterday states that the market remains steady and good competition is anticipated at the next series of sales. Produce markets show little alteration, with fair demand for oats and chaff, and potatoes quoted at late rates. Buyers report good inquiry for dairy produce, and the outlook for the season is regarded as favourable by both growers and merchants. bbox=[551, 976, 702, 1073]
article-body: The training horses in use at Trentham are exposed to the southerly winds, and in cold, wet winter mornings a horse might as well be stripped on the open for all the shelter they provide. It has been suggested by some of the owners that a new row of sheds should be erected, facing to the north. In the meanwhile, it is suggested that the trees on the east side might be opened out, to provide a little more sunshine to the training tracks. The Wanganui Jockey Club's meeting was a very successful one, and the totalisator investments showed an increase on last year. Sales of wool at the London auctions continued firm, with prices unchanged for merinos and crossbreds. Cable advice received yesterday states that the market remains steady and good competition is anticipated at the next series of sales. Produce markets show little alteration, with fair demand for oats and chaff, and potatoes quoted at late rates. Buyers report good inquiry for dairy produce, and the outlook for the season is regarded as favourable by both growers and merchants. bbox=[426, 1592, 542, 1721]
article-subhead: STOCK EXCHANGES. bbox=[551, 967, 702, 975]
article-head: MANAWATU SPRING SHOW. bbox=[10, 230, 156, 240]
inventors-sub: PATENT AGENTS, WELLINGTON. bbox=[822, 1235, 961, 1243]
hotel-notice bbox=[711, 85, 808, 105]
turf-column bbox=[313, 33, 421, 1615]
article-body: The training horses in use at Trentham are exposed to the southerly winds, and in cold, wet winter mornings a horse might as well be stripped on the open for all the shelter they provide. It has been suggested by some of the owners that a new row of sheds should be erected, facing to the north. In the meanwhile, it is suggested that the trees on the east side might be opened out, to provide a little more sunshine to the training tracks. The Wanganui Jockey Club's meeting was a very successful one, and the totalisator investments showed an increase on last year. Sales of wool at the London auctions continued firm, with prices unchanged for merinos and crossbreds. Cable advice received yesterday states that the market remains steady and good competition is anticipated at the next series of sales. Produce markets show little alteration, with fair demand for oats and chaff, and potatoes quoted at late rates. Buyers report good inquiry for dairy produce, and the outlook for the season is regarded as favourable by both growers and merchants. bbox=[161, 428, 307, 525]
booking-up-fast: Booking Up Fast! bbox=[822, 650, 942, 668]
model-year: 1913 Model bbox=[1019, 650, 1099, 668]
article-body: The training horses in use at Trentham are exposed to the southerly winds, and in cold, wet winter mornings a horse might as well be stripped on the open for all the shelter they provide. It has been suggested by some of the owners that a new row of sheds should be erected, facing to the north. In the meanwhile, it is suggested that the trees on the east side might be opened out, to provide a little more sunshine to the training tracks. The Wanganui Jockey Club's meeting was a very successful one, and the totalisator investments showed an increase on last year. Sales of wool at the London auctions continued firm, with prices unchanged for merinos and crossbreds. Cable advice received yesterday states that the market remains steady and good competition is anticipated at the next series of sales. Produce markets show little alteration, with fair demand for oats and chaff, and potatoes quoted at late rates. Buyers report good inquiry for dairy produce, and the outlook for the season is regarded as favourable by both growers and merchants. bbox=[551, 868, 702, 965]
hotel-notice bbox=[711, 303, 808, 323]
wire-netting-illustration bbox=[821, 932, 1100, 986]
article-head: FIXTURES. bbox=[316, 558, 417, 568]
hotel-notices-title: HOTEL NOTICES. bbox=[711, 36, 808, 44]
hotel-notice bbox=[711, 253, 808, 273]
article-subhead: SATURDAY'S ENGAGEMENTS. bbox=[426, 250, 542, 258]
article-head: DAVIS CUP TIES. bbox=[316, 723, 417, 734]
article-body: The training horses in use at Trentham are exposed to the southerly winds, and in cold, wet winter mornings a horse might as well be stripped on the open for all the shelter they provide. It has been suggested by some of the owners that a new row of sheds should be erected, facing to the north. In the meanwhile, it is suggested that the trees on the east side might be opened out, to provide a little more sunshine to the training tracks. The Wanganui Jockey Club's meeting was a very successful one, and the totalisator investments showed an increase on last year. Sales of wool at the London auctions continued firm, with prices unchanged for merinos and crossbreds. Cable advice received yesterday states that the market remains steady and good competition is anticipated at the next series of sales. Produce markets show little alteration, with fair demand for oats and chaff, and potatoes quoted at late rates. Buyers report good inquiry for dairy produce, and the outlook for the season is regarded as favourable by both growers and merchants. bbox=[711, 591, 808, 742]
clyno-subtitle: (THE PERFECT SIDECAR MOTOR.) bbox=[822, 734, 1099, 743]
slaughter-prices-item: SLAUGHTER PRICES. bbox=[822, 505, 932, 515]
hotel-line: Tinakori Road. bbox=[711, 179, 808, 186]
accidents-column bbox=[548, 33, 706, 1615]
clyno-body: Early application is advisable, as last year the total Factory Output was booked up before the season opened. Come and let us DEMONSTRATE WHY the 1913 CLYNO outclasses all competitors. Catalogues, etc. bbox=[822, 745, 1099, 769]
article-body: The training horses in use at Trentham are exposed to the southerly winds, and in cold, wet winter mornings a horse might as well be stripped on the open for all the shelter they provide. It has been suggested by some of the owners that a new row of sheds should be erected, facing to the north. In the meanwhile, it is suggested that the trees on the east side might be opened out, to provide a little more sunshine to the training tracks. The Wanganui Jockey Club's meeting was a very successful one, and the totalisator investments showed an increase on last year. Sales of wool at the London auctions continued firm, with prices unchanged for merinos and crossbreds. Cable advice received yesterday states that the market remains steady and good competition is anticipated at the next series of sales. Produce markets show little alteration, with fair demand for oats and chaff, and potatoes quoted at late rates. Buyers report good inquiry for dairy produce, and the outlook for the season is regarded as favourable by both growers and merchants. bbox=[551, 633, 702, 730]
hotel-notice bbox=[711, 135, 808, 161]
hotel-name: NATIONAL HOTEL, bbox=[711, 229, 808, 236]
article-head: LIVE STOCK SALES bbox=[10, 343, 156, 353]
hotel-proprietor: J. RAMSAY, Proprietor. bbox=[711, 98, 808, 105]
newspaper-page bbox=[7, 5, 1107, 1615]
grove-title: Grove Motor Works bbox=[822, 1028, 961, 1044]
article-head: HUTT AND PETONE NEWS. bbox=[551, 733, 702, 744]
hotel-notice bbox=[711, 47, 808, 80]
article-body: The training horses in use at Trentham are exposed to the southerly winds, and in cold, wet winter mornings a horse might as well be stripped on the open for all the shelter they provide. It has been suggested by some of the owners that a new row of sheds should be erected, facing to the north. In the meanwhile, it is suggested that the trees on the east side might be opened out, to provide a little more sunshine to the training tracks. The Wanganui Jockey Club's meeting was a very successful one, and the totalisator investments showed an increase on last year. Sales of wool at the London auctions continued firm, with prices unchanged for merinos and crossbreds. Cable advice received yesterday states that the market remains steady and good competition is anticipated at the next series of sales. Produce markets show little alteration, with fair demand for oats and chaff, and potatoes quoted at late rates. Buyers report good inquiry for dairy produce, and the outlook for the season is regarded as favourable by both growers and merchants. bbox=[715, 359, 804, 527]
article-body: The training horses in use at Trentham are exposed to the southerly winds, and in cold, wet winter mornings a horse might as well be stripped on the open for all the shelter they provide. It has been suggested by some of the owners that a new row of sheds should be erected, facing to the north. In the meanwhile, it is suggested that the trees on the east side might be opened out, to provide a little more sunshine to the training tracks. The Wanganui Jockey Club's meeting was a very successful one, and the totalisator investments showed an increase on last year. Sales of wool at the London auctions continued firm, with prices unchanged for merinos and crossbreds. Cable advice received yesterday states that the market remains steady and good competition is anticipated at the next series of sales. Produce markets show little alteration, with fair demand for oats and chaff, and potatoes quoted at late rates. Buyers report good inquiry for dairy produce, and the outlook for the season is regarded as favourable by both growers and merchants. bbox=[10, 790, 156, 887]
hotel-notices-column bbox=[708, 33, 812, 1615]
article-body: The training horses in use at Trentham are exposed to the southerly winds, and in cold, wet winter mornings a horse might as well be stripped on the open for all the shelter they provide. It has been suggested by some of the owners that a new row of sheds should be erected, facing to the north. In the meanwhile, it is suggested that the trees on the east side might be opened out, to provide a little more sunshine to the training tracks. The Wanganui Jockey Club's meeting was a very successful one, and the totalisator investments showed an increase on last year. Sales of wool at the London auctions continued firm, with prices unchanged for merinos and crossbreds. Cable advice received yesterday states that the market remains steady and good competition is anticipated at the next series of sales. Produce markets show little alteration, with fair demand for oats and chaff, and potatoes quoted at late rates. Buyers report good inquiry for dairy produce, and the outlook for the season is regarded as favourable by both growers and merchants. bbox=[161, 759, 307, 856]
shortt-name: W. F. SHORTT, Ltd., bbox=[822, 344, 1099, 418]
article-subhead: WINGFIELD SCULLS. bbox=[426, 1429, 542, 1437]
article-body: The training horses in use at Trentham are exposed to the southerly winds, and in cold, wet winter mornings a horse might as well be stripped on the open for all the shelter they provide. It has been suggested by some of the owners that a new row of sheds should be erected, facing to the north. In the meanwhile, it is suggested that the trees on the east side might be opened out, to provide a little more sunshine to the training tracks. The Wanganui Jockey Club's meeting was a very successful one, and the totalisator investments showed an increase on last year. Sales of wool at the London auctions continued firm, with prices unchanged for merinos and crossbreds. Cable advice received yesterday states that the market remains steady and good competition is anticipated at the next series of sales. Produce markets show little alteration, with fair demand for oats and chaff, and potatoes quoted at late rates. Buyers report good inquiry for dairy produce, and the outlook for the season is regarded as favourable by both growers and merchants. bbox=[10, 683, 156, 780]
luncheon-head: LUNCHEON, SUPPER, AND TEA ROOMS. bbox=[711, 533, 808, 549]
article-body: The training horses in use at Trentham are exposed to the southerly winds, and in cold, wet winter mornings a horse might as well be stripped on the open for all the shelter they provide. It has been suggested by some of the owners that a new row of sheds should be erected, facing to the north. In the meanwhile, it is suggested that the trees on the east side might be opened out, to provide a little more sunshine to the training tracks. The Wanganui Jockey Club's meeting was a very successful one, and the totalisator investments showed an increase on last year. Sales of wool at the London auctions continued firm, with prices unchanged for merinos and crossbreds. Cable advice received yesterday states that the market remains steady and good competition is anticipated at the next series of sales. Produce markets show little alteration, with fair demand for oats and chaff, and potatoes quoted at late rates. Buyers report good inquiry for dairy produce, and the outlook for the season is regarded as favourable by both growers and merchants. bbox=[551, 519, 702, 616]
article-body: The training horses in use at Trentham are exposed to the southerly winds, and in cold, wet winter mornings a horse might as well be stripped on the open for all the shelter they provide. It has been suggested by some of the owners that a new row of sheds should be erected, facing to the north. In the meanwhile, it is suggested that the trees on the east side might be opened out, to provide a little more sunshine to the training tracks. The Wanganui Jockey Club's meeting was a very successful one, and the totalisator investments showed an increase on last year. Sales of wool at the London auctions continued firm, with prices unchanged for merinos and crossbreds. Cable advice received yesterday states that the market remains steady and good competition is anticipated at the next series of sales. Produce markets show little alteration, with fair demand for oats and chaff, and potatoes quoted at late rates. Buyers report good inquiry for dairy produce, and the outlook for the season is regarded as favourable by both growers and merchants. bbox=[316, 409, 417, 555]
ring-illustration bbox=[1057, 201, 1091, 223]
hotel-line: COMMERCIAL HOTEL AT PAHIATUA. bbox=[711, 141, 808, 154]
burt-product-line: WHEEL VALVES (Every Variety), bbox=[910, 861, 1100, 872]
mesh-word: TRUE, bbox=[955, 913, 1000, 930]
eruptite-body: A CHEAP, SAFE AND EFFECTIVE EXPLOSIVE, FOR FARMERS AND OTHERS. bbox=[822, 1160, 961, 1187]
burt-name: A. & T. BURT, Ltd. bbox=[910, 811, 1100, 828]
grove-address: 70 GHUZNEE STREET, WELLINGTON. bbox=[822, 1044, 961, 1052]
article-head: MINING NEWS. bbox=[551, 846, 702, 857]
article-body: The training horses in use at Trentham are exposed to the southerly winds, and in cold, wet winter mornings a horse might as well be stripped on the open for all the shelter they provide. It has been suggested by some of the owners that a new row of sheds should be erected, facing to the north. In the meanwhile, it is suggested that the trees on the east side might be opened out, to provide a little more sunshine to the training tracks. The Wanganui Jockey Club's meeting was a very successful one, and the totalisator investments showed an increase on last year. Sales of wool at the London auctions continued firm, with prices unchanged for merinos and crossbreds. Cable advice received yesterday states that the market remains steady and good competition is anticipated at the next series of sales. Produce markets show little alteration, with fair demand for oats and chaff, and potatoes quoted at late rates. Buyers report good inquiry for dairy produce, and the outlook for the season is regarded as favourable by both growers and merchants. bbox=[316, 1254, 417, 1400]
higginson-advertisement bbox=[970, 1182, 1106, 1210]
jones-address: CLYDE QUAY, WELLINGTON. bbox=[822, 1077, 961, 1085]
article-subhead: TIN MARKET. bbox=[161, 866, 307, 874]
article-subhead: SILVER. bbox=[161, 857, 307, 865]
westinghouse-title: "Westinghouse" bbox=[975, 1102, 1101, 1119]
ring-illustration bbox=[830, 139, 864, 161]
article-body: The training horses in use at Trentham are exposed to the southerly winds, and in cold, wet winter mornings a horse might as well be stripped on the open for all the shelter they provide. It has been suggested by some of the owners that a new row of sheds should be erected, facing to the north. In the meanwhile, it is suggested that the trees on the east side might be opened out, to provide a little more sunshine to the training tracks. The Wanganui Jockey Club's meeting was a very successful one, and the totalisator investments showed an increase on last year. Sales of wool at the London auctions continued firm, with prices unchanged for merinos and crossbreds. Cable advice received yesterday states that the market remains steady and good competition is anticipated at the next series of sales. Produce markets show little alteration, with fair demand for oats and chaff, and potatoes quoted at late rates. Buyers report good inquiry for dairy produce, and the outlook for the season is regarded as favourable by both growers and merchants. bbox=[10, 575, 156, 672]
cycle-motor-supplies-sub: WELLINGTON AND CHRISTCHURCH. bbox=[822, 789, 1099, 798]
article-head: NEW CITY BY-LAWS. bbox=[551, 620, 702, 631]
shortt-body: GREAT CLEARING SALE of our Magnificent and Up-to-date FURNISHINGS now in full swing. Stock must be cleared to make room for shipments to arrive. bbox=[822, 453, 1099, 483]
article-body: The training horses in use at Trentham are exposed to the southerly winds, and in cold, wet winter mornings a horse might as well be stripped on the open for all the shelter they provide. It has been suggested by some of the owners that a new row of sheds should be erected, facing to the north. In the meanwhile, it is suggested that the trees on the east side might be opened out, to provide a little more sunshine to the training tracks. The Wanganui Jockey Club's meeting was a very successful one, and the totalisator investments showed an increase on last year. Sales of wool at the London auctions continued firm, with prices unchanged for merinos and crossbreds. Cable advice received yesterday states that the market remains steady and good competition is anticipated at the next series of sales. Produce markets show little alteration, with fair demand for oats and chaff, and potatoes quoted at late rates. Buyers report good inquiry for dairy produce, and the outlook for the season is regarded as favourable by both growers and merchants. bbox=[426, 399, 542, 529]
cutout-title: CUT THIS OUT. bbox=[715, 333, 804, 341]
hotel-name: VICTORIA HOTEL, bbox=[711, 85, 808, 92]
rings-title: QUALITY IN RINGS. bbox=[822, 43, 1099, 83]
slaughter-prices-item: SLAUGHTER PRICES. bbox=[822, 525, 932, 535]
furniture-item: Carpets, Linoleums, Rugs, bbox=[938, 555, 1099, 565]
article-subhead: LONDON MARKETS. bbox=[161, 526, 307, 534]
article-head: SYDNEY GRAND NATIONAL. bbox=[316, 387, 417, 407]
article-body: The training horses in use at Trentham are exposed to the southerly winds, and in cold, wet winter mornings a horse might as well be stripped on the open for all the shelter they provide. It has been suggested by some of the owners that a new row of sheds should be erected, facing to the north. In the meanwhile, it is suggested that the trees on the east side might be opened out, to provide a little more sunshine to the training tracks. The Wanganui Jockey Club's meeting was a very successful one, and the totalisator investments showed an increase on last year. Sales of wool at the London auctions continued firm, with prices unchanged for merinos and crossbreds. Cable advice received yesterday states that the market remains steady and good competition is anticipated at the next series of sales. Produce markets show little alteration, with fair demand for oats and chaff, and potatoes quoted at late rates. Buyers report good inquiry for dairy produce, and the outlook for the season is regarded as favourable by both growers and merchants. bbox=[426, 1144, 542, 1274]
article-head: CHILD DROWNED. bbox=[551, 170, 702, 180]
shortt-tagline: Complete House Furnishers, bbox=[822, 418, 1099, 439]
furniture-item: Kitchen Furniture. bbox=[938, 545, 1099, 555]
article-body: The training horses in use at Trentham are exposed to the southerly winds, and in cold, wet winter mornings a horse might as well be stripped on the open for all the shelter they provide. It has been suggested by some of the owners that a new row of sheds should be erected, facing to the north. In the meanwhile, it is suggested that the trees on the east side might be opened out, to provide a little more sunshine to the training tracks. The Wanganui Jockey Club's meeting was a very successful one, and the totalisator investments showed an increase on last year. Sales of wool at the London auctions continued firm, with prices unchanged for merinos and crossbreds. Cable advice received yesterday states that the market remains steady and good competition is anticipated at the next series of sales. Produce markets show little alteration, with fair demand for oats and chaff, and potatoes quoted at late rates. Buyers report good inquiry for dairy produce, and the outlook for the season is regarded as favourable by both growers and merchants. bbox=[426, 706, 542, 836]
hotel-proprietor: Proprietor. bbox=[711, 316, 808, 323]
higginson-title: HIGGINSON & MACSHANE, bbox=[975, 1187, 1101, 1197]
article-body: The training horses in use at Trentham are exposed to the southerly winds, and in cold, wet winter mornings a horse might as well be stripped on the open for all the shelter they provide. It has been suggested by some of the owners that a new row of sheds should be erected, facing to the north. In the meanwhile, it is suggested that the trees on the east side might be opened out, to provide a little more sunshine to the training tracks. The Wanganui Jockey Club's meeting was a very successful one, and the totalisator investments showed an increase on last year. Sales of wool at the London auctions continued firm, with prices unchanged for merinos and crossbreds. Cable advice received yesterday states that the market remains steady and good competition is anticipated at the next series of sales. Produce markets show little alteration, with fair demand for oats and chaff, and potatoes quoted at late rates. Buyers report good inquiry for dairy produce, and the outlook for the season is regarded as favourable by both growers and merchants. bbox=[10, 452, 156, 549]
burt-advertisement bbox=[817, 807, 1104, 909]
hotel-name: HINTON'S NEW ZEALANDER HOTEL. bbox=[711, 47, 808, 60]
article-body: The training horses in use at Trentham are exposed to the southerly winds, and in cold, wet winter mornings a horse might as well be stripped on the open for all the shelter they provide. It has been suggested by some of the owners that a new row of sheds should be erected, facing to the north. In the meanwhile, it is suggested that the trees on the east side might be opened out, to provide a little more sunshine to the training tracks. The Wanganui Jockey Club's meeting was a very successful one, and the totalisator investments showed an increase on last year. Sales of wool at the London auctions continued firm, with prices unchanged for merinos and crossbreds. Cable advice received yesterday states that the market remains steady and good competition is anticipated at the next series of sales. Produce markets show little alteration, with fair demand for oats and chaff, and potatoes quoted at late rates. Buyers report good inquiry for dairy produce, and the outlook for the season is regarded as favourable by both growers and merchants. bbox=[551, 182, 702, 279]
hotel-line: New Plymouth. bbox=[711, 210, 808, 217]
article-head: BILLIARDS. bbox=[426, 979, 542, 989]
slaughter-prices-item: SLAUGHTER PRICES. bbox=[822, 535, 932, 545]
cycle-motor-supplies: Cycle and Motor Supplies, Ltd. bbox=[822, 771, 1099, 789]
article-body: The training horses in use at Trentham are exposed to the southerly winds, and in cold, wet winter mornings a horse might as well be stripped on the open for all the shelter they provide. It has been suggested by some of the owners that a new row of sheds should be erected, facing to the north. In the meanwhile, it is suggested that the trees on the east side might be opened out, to provide a little more sunshine to the training tracks. The Wanganui Jockey Club's meeting was a very successful one, and the totalisator investments showed an increase on last year. Sales of wool at the London auctions continued firm, with prices unchanged for merinos and crossbreds. Cable advice received yesterday states that the market remains steady and good competition is anticipated at the next series of sales. Produce markets show little alteration, with fair demand for oats and chaff, and potatoes quoted at late rates. Buyers report good inquiry for dairy produce, and the outlook for the season is regarded as favourable by both growers and merchants. bbox=[10, 242, 156, 339]
burt-product-line: SHAFTINGS, bbox=[910, 883, 1100, 894]
hotel-name: WAVERLEY PRIVATE HOTEL, bbox=[711, 166, 808, 179]
eruptite-title: ERUPTITE bbox=[822, 1133, 961, 1160]
article-body: The training horses in use at Trentham are exposed to the southerly winds, and in cold, wet winter mornings a horse might as well be stripped on the open for all the shelter they provide. It has been suggested by some of the owners that a new row of sheds should be erected, facing to the north. In the meanwhile, it is suggested that the trees on the east side might be opened out, to provide a little more sunshine to the training tracks. The Wanganui Jockey Club's meeting was a very successful one, and the totalisator investments showed an increase on last year. Sales of wool at the London auctions continued firm, with prices unchanged for merinos and crossbreds. Cable advice received yesterday states that the market remains steady and good competition is anticipated at the next series of sales. Produce markets show little alteration, with fair demand for oats and chaff, and potatoes quoted at late rates. Buyers report good inquiry for dairy produce, and the outlook for the season is regarded as favourable by both growers and merchants. bbox=[161, 643, 307, 740]
slaughter-prices-item: SLAUGHTER PRICES. bbox=[822, 585, 932, 595]
lighting-title: LIGHTING bbox=[975, 1057, 1101, 1078]
furniture-items-list bbox=[938, 505, 1099, 615]
burt-address: COURTENAY PLACE, WELLINGTON. bbox=[910, 828, 1100, 837]
hotel-name: YORK PRIVATE HOTEL, bbox=[711, 278, 808, 285]
notes-and-comments-head: NOTES AND COMMENTS. bbox=[316, 61, 417, 81]
athletic-sports-column bbox=[423, 33, 546, 1615]
hotel-line: MANNERS STREET, WELLINGTON. bbox=[711, 60, 808, 73]
article-body: The training horses in use at Trentham are exposed to the southerly winds, and in cold, wet winter mornings a horse might as well be stripped on the open for all the shelter they provide. It has been suggested by some of the owners that a new row of sheds should be erected, facing to the north. In the meanwhile, it is suggested that the trees on the east side might be opened out, to provide a little more sunshine to the training tracks. The Wanganui Jockey Club's meeting was a very successful one, and the totalisator investments showed an increase on last year. Sales of wool at the London auctions continued firm, with prices unchanged for merinos and crossbreds. Cable advice received yesterday states that the market remains steady and good competition is anticipated at the next series of sales. Produce markets show little alteration, with fair demand for oats and chaff, and potatoes quoted at late rates. Buyers report good inquiry for dairy produce, and the outlook for the season is regarded as favourable by both growers and merchants. bbox=[426, 105, 542, 235]
inventors-title: INVENTORS, bbox=[822, 1200, 961, 1216]
furniture-item: Office Furniture. bbox=[938, 535, 1099, 545]
lambton-quay: LAMBTON QUAY. bbox=[711, 552, 808, 560]
hotel-line: Under New Management. bbox=[711, 116, 808, 123]
hotel-proprietor: E. SULLIVAN, Proprietor. bbox=[711, 154, 808, 161]
article-body: The training horses in use at Trentham are exposed to the southerly winds, and in cold, wet winter mornings a horse might as well be stripped on the open for all the shelter they provide. It has been suggested by some of the owners that a new row of sheds should be erected, facing to the north. In the meanwhile, it is suggested that the trees on the east side might be opened out, to provide a little more sunshine to the training tracks. The Wanganui Jockey Club's meeting was a very successful one, and the totalisator investments showed an increase on last year. Sales of wool at the London auctions continued firm, with prices unchanged for merinos and crossbreds. Cable advice received yesterday states that the market remains steady and good competition is anticipated at the next series of sales. Produce markets show little alteration, with fair demand for oats and chaff, and potatoes quoted at late rates. Buyers report good inquiry for dairy produce, and the outlook for the season is regarded as favourable by both growers and merchants. bbox=[10, 887, 156, 984]
furniture-item: Bedroom Furniture. bbox=[938, 525, 1099, 535]
article-subhead: STAR FOR SYDNEY STADIUM. bbox=[426, 1275, 542, 1283]
electricity-title: ELECTRICITY bbox=[975, 1028, 1101, 1049]
article-subhead: INTER-ISLAND MATCH. bbox=[426, 87, 542, 95]
cough-recipe-cutout bbox=[711, 328, 808, 531]
